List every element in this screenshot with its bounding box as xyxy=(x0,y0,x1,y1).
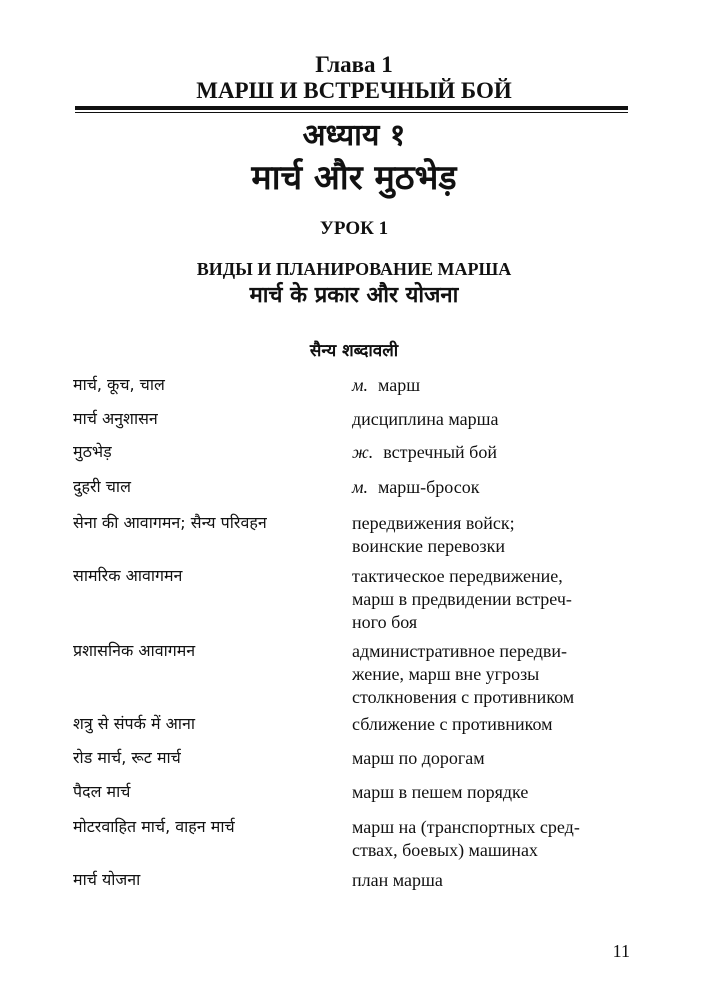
chapter-number-ru: Глава 1 xyxy=(315,52,393,77)
vocab-term-hi: दुहरी चाल xyxy=(73,477,131,496)
gender-marker: м. xyxy=(352,375,368,395)
lesson-number-ru: УРОК 1 xyxy=(319,218,389,239)
gender-marker: ж. xyxy=(352,442,374,462)
vocab-term-hi: शत्रु से संपर्क में आना xyxy=(73,714,196,733)
vocab-translation-ru xyxy=(352,816,627,862)
vocab-term-hi: प्रशासनिक आवागमन xyxy=(73,641,196,660)
vocab-term-hi: मार्च योजना xyxy=(73,870,141,889)
vocab-translation-ru xyxy=(352,640,627,709)
translation-line: марш по дорогам xyxy=(352,748,485,768)
lesson-title-ru: ВИДЫ И ПЛАНИРОВАНИЕ МАРША xyxy=(196,259,512,279)
chapter-title-ru: МАРШ И ВСТРЕЧНЫЙ БОЙ xyxy=(196,78,512,103)
translation-line: марш на (транспортных сред- xyxy=(352,817,580,837)
translation-line: жение, марш вне угрозы xyxy=(352,664,540,684)
lesson-title-hi: मार्च के प्रकार और योजना xyxy=(249,283,459,308)
vocab-translation-ru xyxy=(352,713,627,736)
translation-line: марш в предвидении встреч- xyxy=(352,589,572,609)
vocab-term-hi: मुठभेड़ xyxy=(73,442,112,461)
chapter-rule-thin xyxy=(75,112,628,113)
vocab-translation-ru xyxy=(352,476,627,499)
vocab-term-hi: मार्च अनुशासन xyxy=(73,409,158,428)
translation-line: марш xyxy=(378,375,421,395)
vocab-translation-ru xyxy=(352,869,627,892)
vocab-term-hi: मोटरवाहित मार्च, वाहन मार्च xyxy=(73,817,235,836)
translation-line: марш в пешем порядке xyxy=(352,782,529,802)
chapter-title-hi: मार्च और मुठभेड़ xyxy=(251,158,457,198)
vocab-translation-ru xyxy=(352,781,627,804)
vocab-translation-ru xyxy=(352,408,627,431)
translation-line: столкновения с противником xyxy=(352,687,575,707)
translation-line: сближение с противником xyxy=(352,714,553,734)
chapter-rule-thick xyxy=(75,106,628,110)
translation-line: ного боя xyxy=(352,612,418,632)
vocab-translation-ru xyxy=(352,512,627,558)
vocab-translation-ru xyxy=(352,565,627,634)
vocab-term-hi: पैदल मार्च xyxy=(73,782,131,801)
vocab-term-hi: सामरिक आवागमन xyxy=(73,566,183,585)
vocab-translation-ru xyxy=(352,441,627,464)
translation-line: дисциплина марша xyxy=(352,409,499,429)
vocab-term-hi: सेना की आवागमन; सैन्य परिवहन xyxy=(73,513,267,532)
translation-line: тактическое передвижение, xyxy=(352,566,563,586)
vocab-translation-ru xyxy=(352,747,627,770)
gender-marker: м. xyxy=(352,477,368,497)
translation-line: административное передви- xyxy=(352,641,568,661)
vocab-term-hi: मार्च, कूच, चाल xyxy=(73,375,165,394)
translation-line: передвижения войск; xyxy=(352,513,515,533)
vocab-translation-ru xyxy=(352,374,627,397)
translation-line: встречный бой xyxy=(383,442,497,462)
translation-line: марш-бросок xyxy=(378,477,480,497)
translation-line: воинские перевозки xyxy=(352,536,505,556)
translation-line: план марша xyxy=(352,870,443,890)
chapter-number-hi: अध्याय १ xyxy=(302,118,406,153)
section-title-vocabulary: सैन्य शब्दावली xyxy=(309,341,399,361)
translation-line: ствах, боевых) машинах xyxy=(352,840,538,860)
page-number: 11 xyxy=(612,941,630,961)
vocab-term-hi: रोड मार्च, रूट मार्च xyxy=(73,748,181,767)
